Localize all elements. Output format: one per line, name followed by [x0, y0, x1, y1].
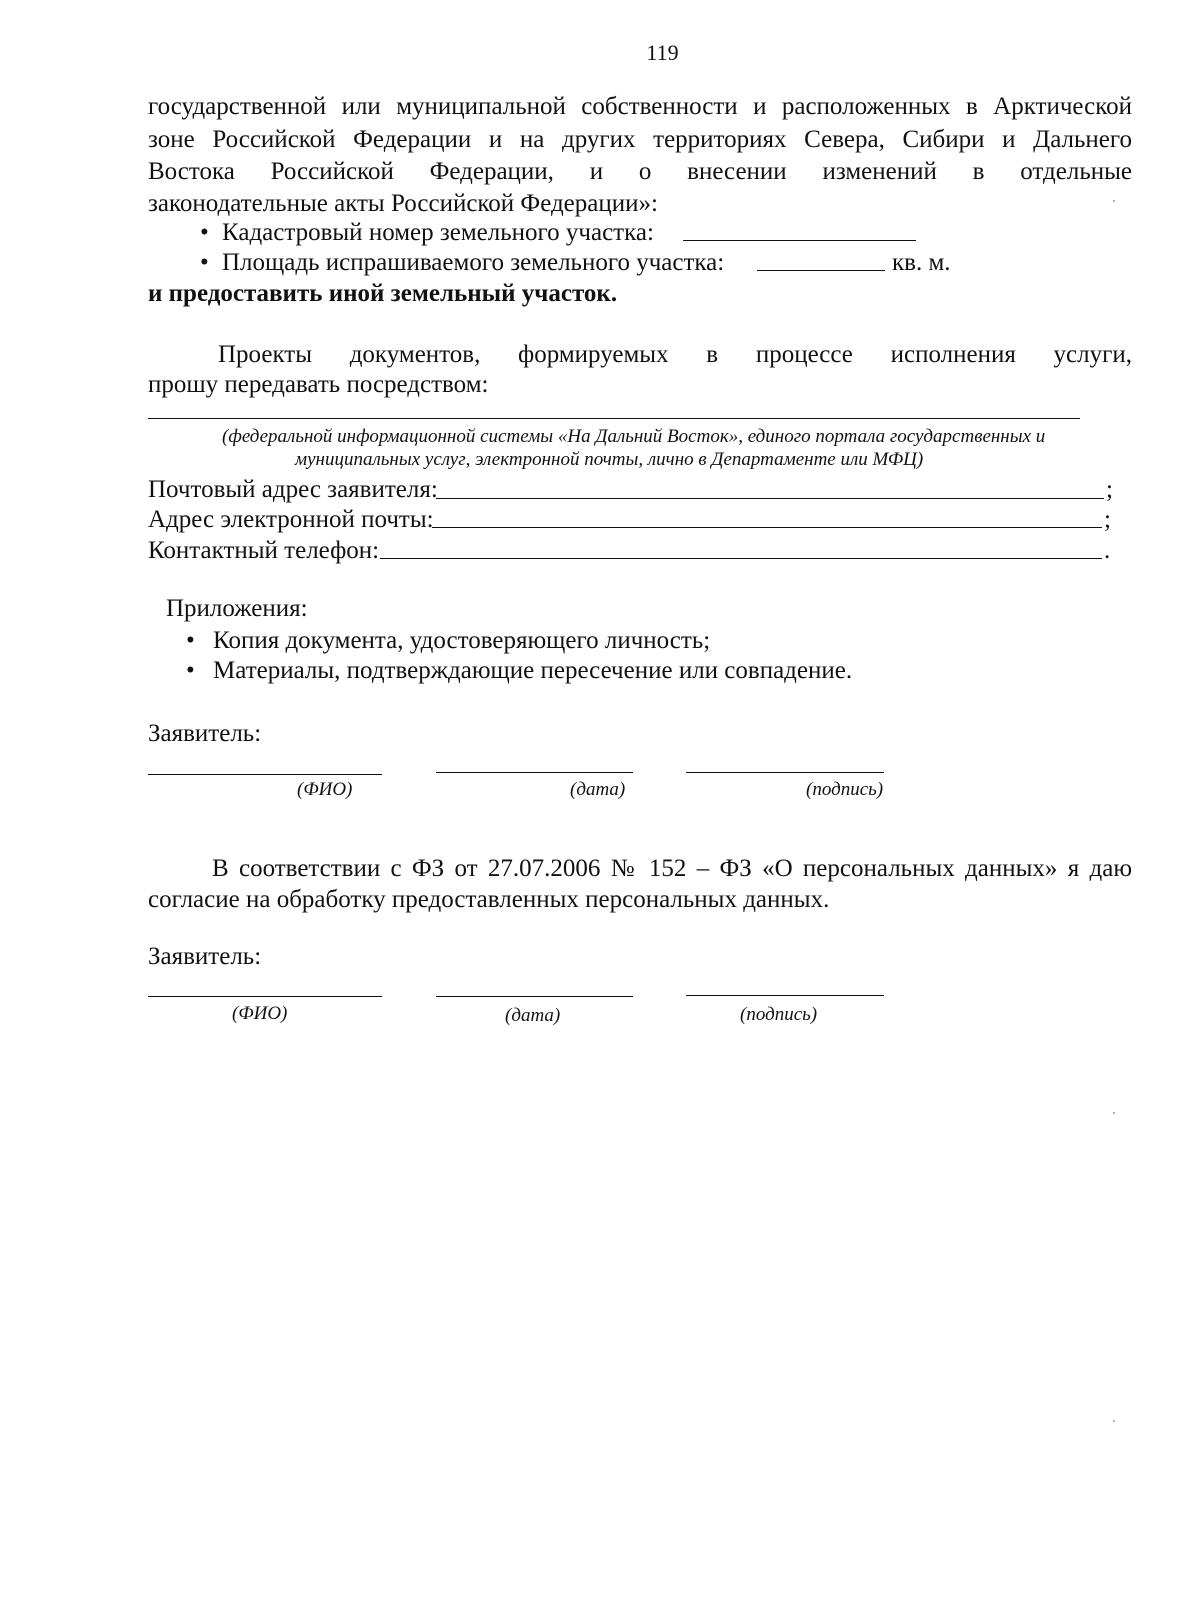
signature-field[interactable] [686, 995, 884, 996]
area-unit: кв. м. [892, 249, 951, 276]
channel-caption-line-2: муниципальных услуг, электронной почты, лично в Департаменте или МФЦ) [295, 449, 924, 470]
date-field[interactable] [436, 772, 633, 773]
date-field[interactable] [436, 996, 633, 997]
email-field[interactable] [432, 527, 1102, 528]
intro-line-4: законодательные акты Российской Федерации»: [148, 190, 658, 217]
cadastral-field[interactable] [683, 240, 916, 241]
projects-line-2: прошу передавать посредством: [148, 371, 489, 398]
fio-caption: (ФИО) [297, 779, 353, 800]
applicant-label: Заявитель: [148, 720, 262, 747]
phone-label: Контактный телефон: [148, 537, 380, 564]
attachment-item-text: Копия документа, удостоверяющего личность; [213, 627, 711, 654]
email-end: ; [1104, 506, 1111, 533]
postal-address-field[interactable] [436, 498, 1104, 499]
channel-field[interactable] [148, 418, 1080, 419]
provide-other-text: и предоставить иной земельный участок. [148, 280, 618, 307]
attachment-item-text: Материалы, подтверждающие пересечение или совпадение. [213, 657, 853, 684]
postal-address-label: Почтовый адрес заявителя: [148, 476, 438, 503]
intro-line-3: Востока Российской Федерации, и о внесении изменений в отдельные [148, 158, 1132, 185]
signature-caption: (подпись) [740, 1004, 818, 1025]
cadastral-label: • Кадастровый номер земельного участка: [200, 218, 654, 248]
attachment-item [186, 656, 852, 686]
date-caption: (дата) [570, 779, 626, 800]
area-label: • Площадь испрашиваемого земельного участка: [200, 248, 724, 278]
signature-field[interactable] [686, 772, 884, 773]
bullet-icon: • [186, 657, 195, 684]
bullet-icon: • [186, 627, 195, 654]
projects-line-1: Проекты документов, формируемых в процессе исполнения услуги, [218, 341, 1132, 368]
attachment-item [186, 626, 710, 656]
fio-caption: (ФИО) [232, 1003, 288, 1024]
consent-line-1: В соответствии с ФЗ от 27.07.2006 № 152 – ФЗ «О персональных данных» я даю [212, 855, 1132, 882]
area-field[interactable] [757, 270, 885, 271]
consent-line-2: согласие на обработку предоставленных персональных данных. [148, 886, 830, 913]
phone-field[interactable] [380, 558, 1102, 559]
intro-line-1: государственной или муниципальной собственности и расположенных в Арктической [148, 93, 1132, 120]
applicant-label: Заявитель: [148, 943, 262, 970]
signature-caption: (подпись) [806, 779, 884, 800]
fio-field[interactable] [148, 996, 382, 997]
scan-speck [1113, 200, 1115, 202]
scan-speck [1113, 1112, 1115, 1114]
scan-speck [1113, 1420, 1115, 1422]
phone-end: . [1104, 537, 1111, 564]
page-number: 119 [646, 40, 679, 65]
email-label: Адрес электронной почты: [148, 506, 434, 533]
postal-address-end: ; [1106, 476, 1113, 503]
date-caption: (дата) [505, 1005, 561, 1026]
intro-line-2: зоне Российской Федерации и на других территориях Севера, Сибири и Дальнего [148, 126, 1132, 153]
attachments-title: Приложения: [166, 595, 308, 622]
fio-field[interactable] [148, 774, 382, 775]
channel-caption-line-1: (федеральной информационной системы «На Дальний Восток», единого портала государственных и [222, 426, 1046, 447]
